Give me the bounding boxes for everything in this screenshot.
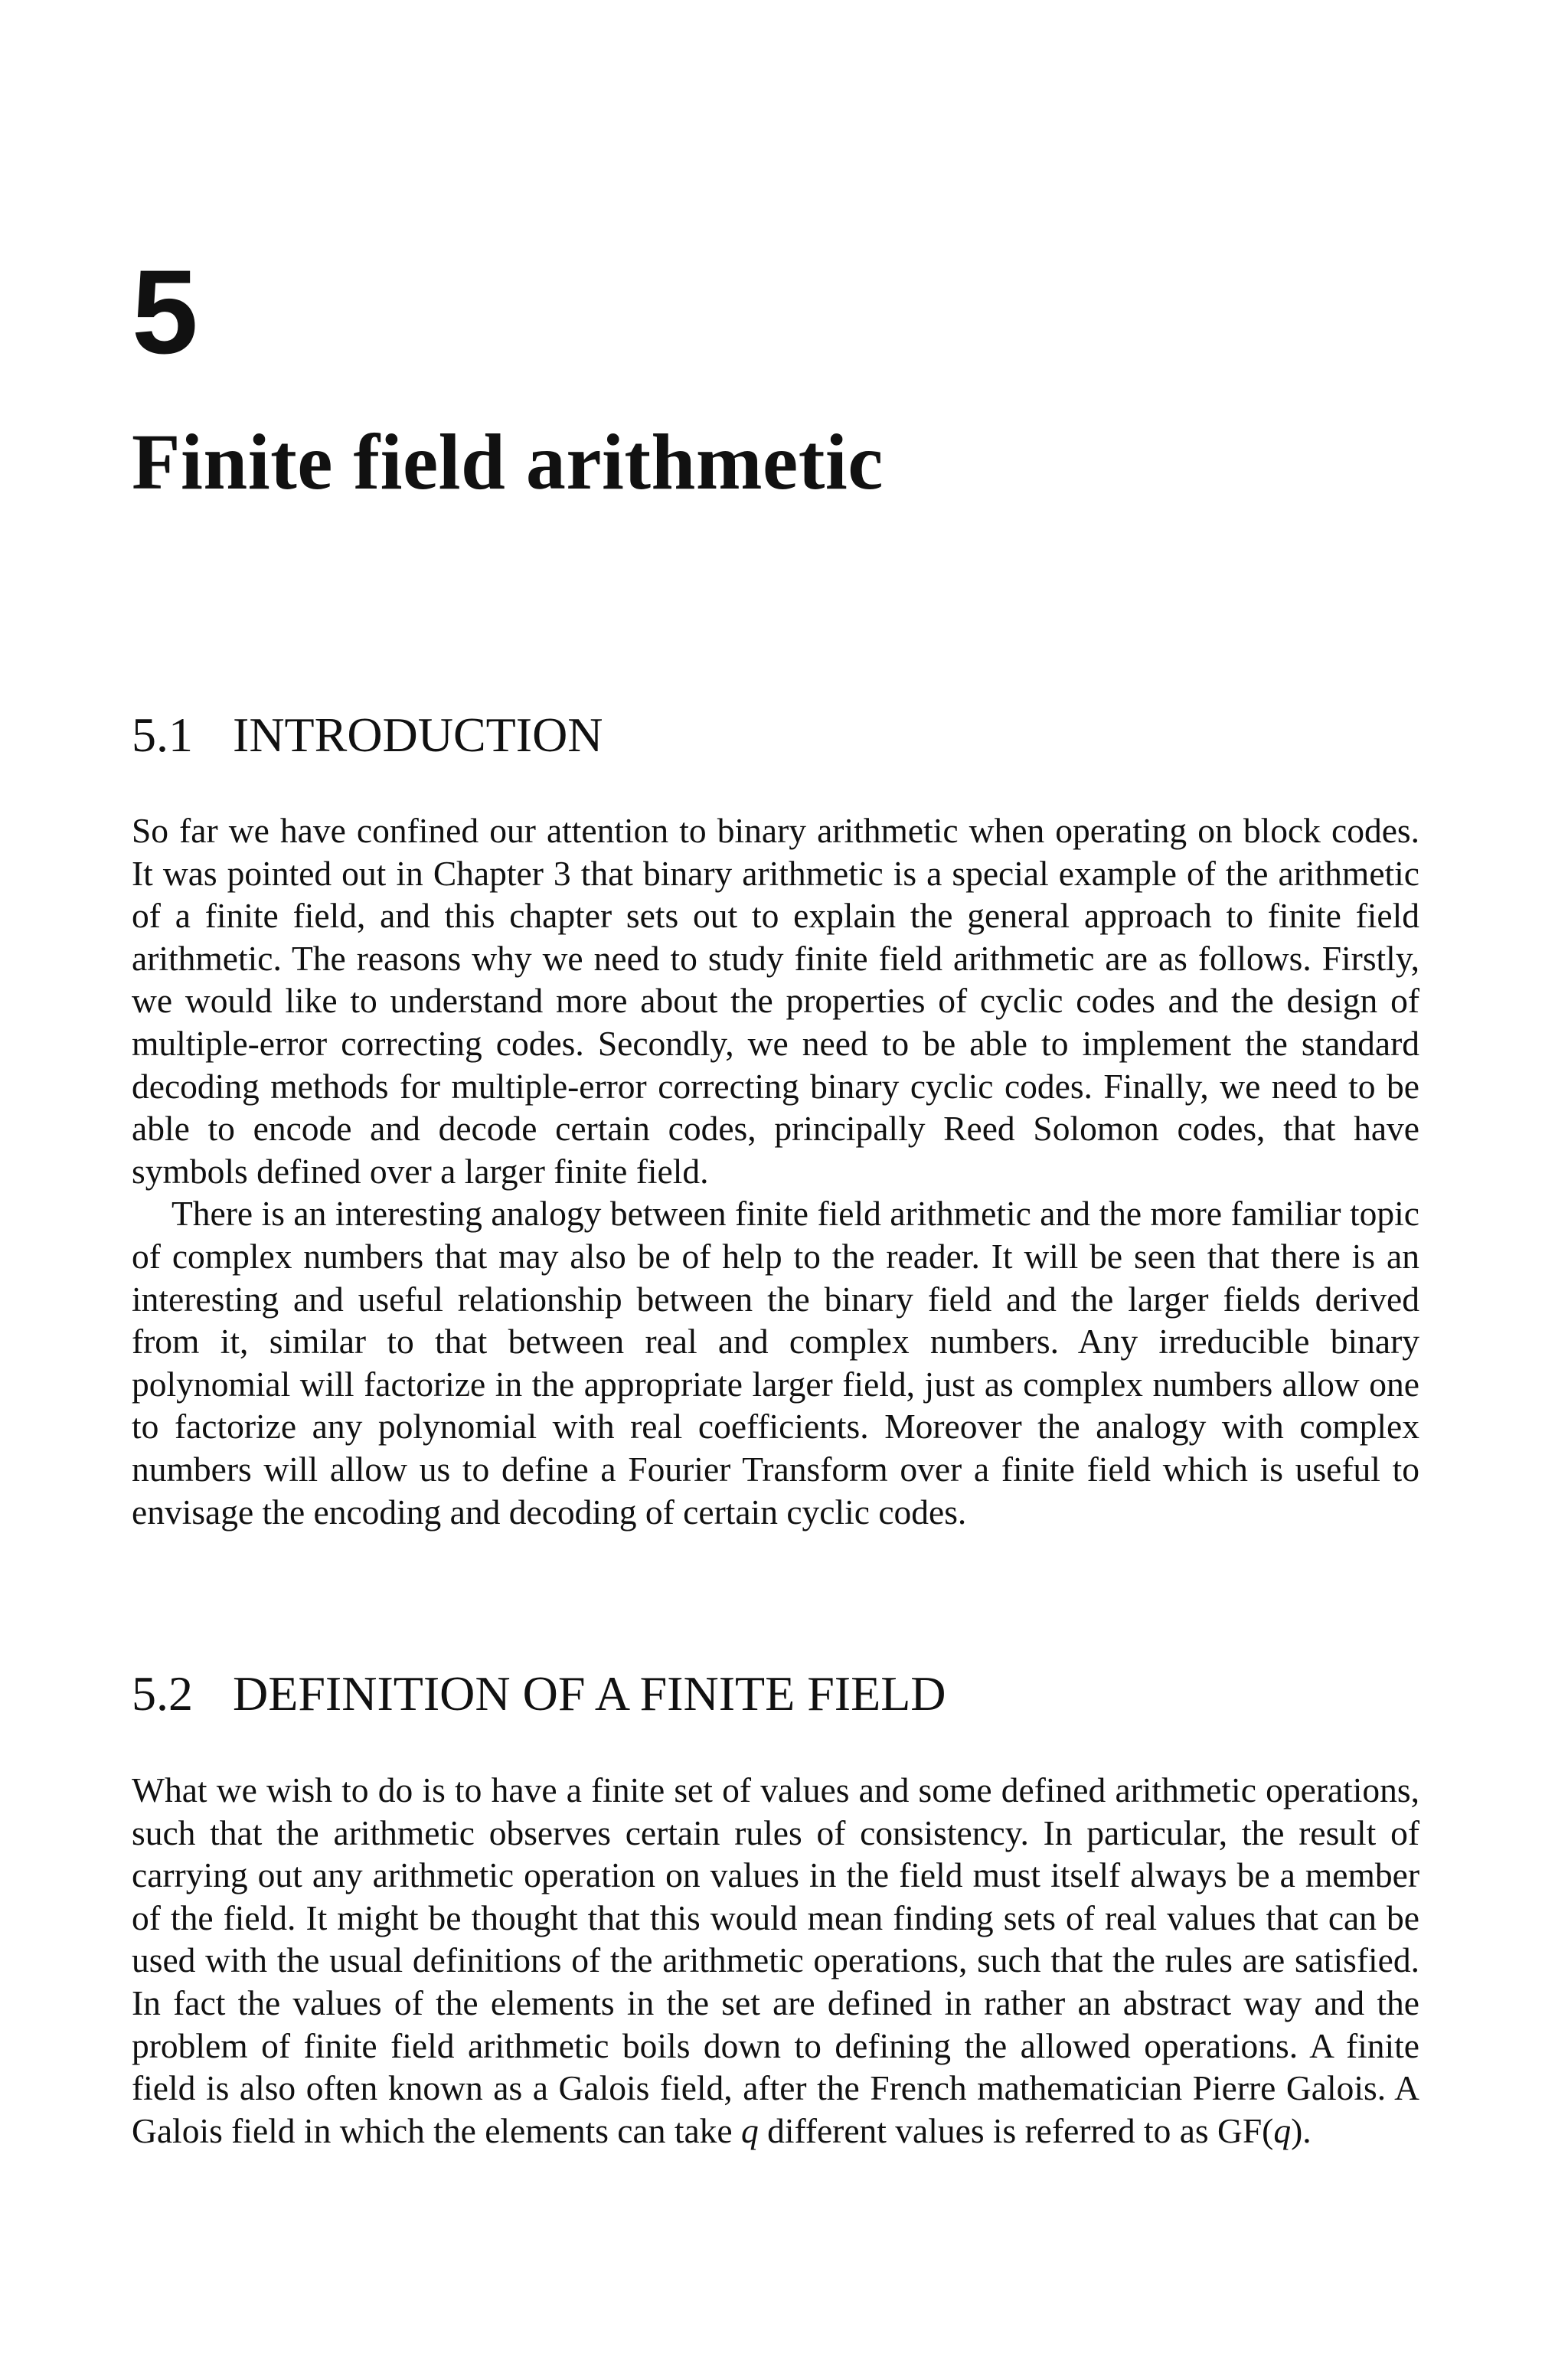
text-run: different values is referred to as GF(	[758, 2110, 1274, 2150]
math-variable: q	[1273, 2110, 1292, 2150]
text-run: ).	[1291, 2110, 1312, 2150]
math-variable: q	[740, 2110, 759, 2150]
chapter-number: 5	[132, 246, 198, 379]
section-heading-definition	[132, 1666, 946, 1721]
paragraph: So far we have confined our attention to binary arithmetic when operating on block codes. It was pointed out in Chapter 3 that binary arithmetic is a special example of the arithmetic of a finite field, and this chapter sets out to explain the general approach to finite field arithmetic. The reasons why we need to study finite field arithmetic are as follows. Firstly, we would like to understand more about the properties of cyclic codes and the design of multiple-error correcting codes. Secondly, we need to be able to implement the standard decoding methods for multiple-error correcting binary cyclic codes. Finally, we need to be able to encode and decode certain codes, principally Reed Solomon codes, that have symbols defined over a larger finite field.	[132, 811, 1419, 1191]
section-body-definition	[132, 1769, 1419, 2152]
section-number: 5.2	[132, 1666, 193, 1721]
chapter-title: Finite field arithmetic	[132, 418, 884, 506]
paragraph: There is an interesting analogy between finite field arithmetic and the more familiar topic of complex numbers that may also be of help to the reader. It will be seen that there is an interesting and useful relationship between the binary field and the larger fields derived from it, similar to that between real and complex numbers. Any irreducible binary polynomial will factorize in the appropriate larger field, just as complex numbers allow one to factorize any polynomial with real coefficients. Moreover the analogy with complex numbers will allow us to define a Fourier Transform over a finite field which is useful to envisage the encoding and decoding of certain cyclic codes.	[132, 1194, 1419, 1532]
paragraph	[132, 1769, 1419, 2152]
section-number: 5.1	[132, 708, 193, 762]
section-body-introduction	[132, 809, 1419, 1533]
section-title: DEFINITION OF A FINITE FIELD	[233, 1666, 946, 1721]
text-run: What we wish to do is to have a finite set of values and some defined arithmetic operations, such that the arithmetic observes certain rules of consistency. In particular, the result of carrying out any arithmetic operation on values in the field must itself always be a member of the field. It might be thought that this would mean finding sets of real values that can be used with the usual definitions of the arithmetic operations, such that the rules are satisfied. In fact the values of the elements in the set are defined in rather an abstract way and the problem of finite field arithmetic boils down to defining the allowed operations. A finite field is also often known as a Galois field, after the French mathematician Pierre Galois. A Galois field in which the elements can take	[132, 1770, 1419, 2150]
section-title: INTRODUCTION	[233, 708, 603, 762]
section-heading-introduction	[132, 708, 603, 762]
